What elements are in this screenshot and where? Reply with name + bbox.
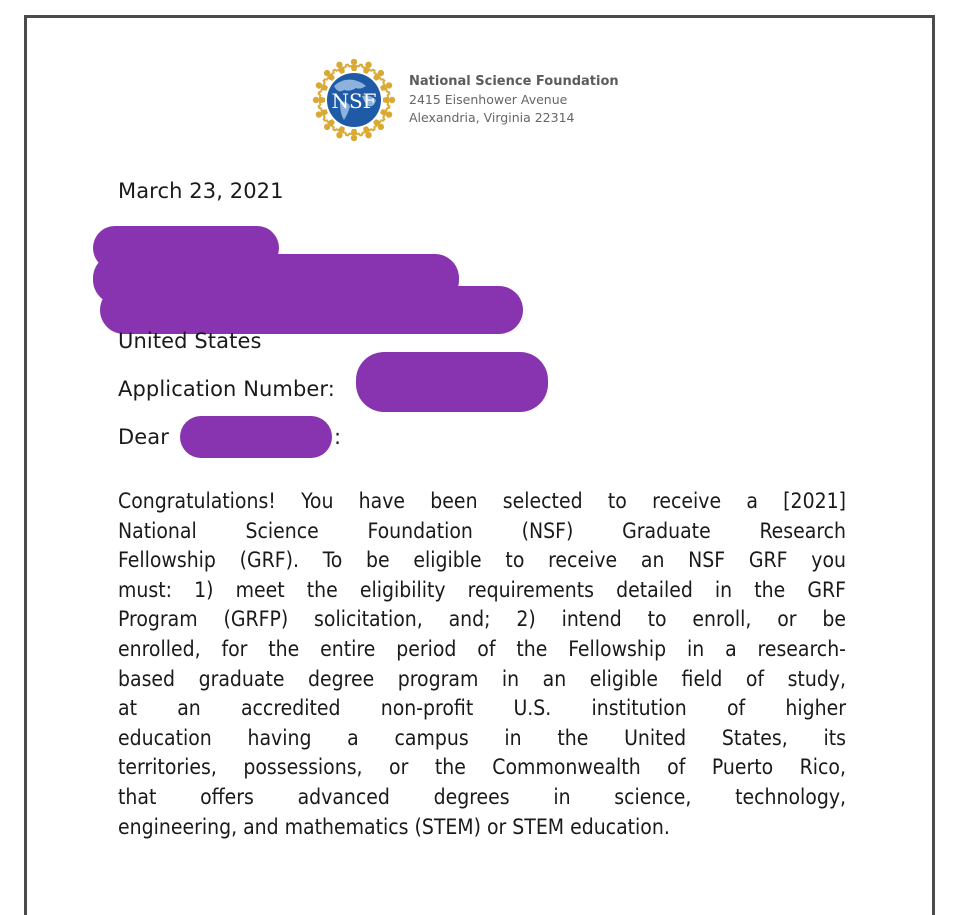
application-number-label: Application Number:	[118, 377, 335, 401]
body-line: at an accredited non-profit U.S. institution of higher	[118, 696, 846, 721]
recipient-country: United States	[118, 329, 262, 353]
redacted-recipient-name	[180, 416, 332, 458]
body-line: based graduate degree program in an eligible field of study,	[118, 666, 846, 691]
address-line-1: 2415 Eisenhower Avenue	[409, 92, 568, 107]
body-line: National Science Foundation (NSF) Graduate Research	[118, 518, 846, 543]
letterhead	[310, 56, 619, 144]
org-name: National Science Foundation	[409, 74, 619, 89]
svg-text:NSF: NSF	[331, 89, 377, 113]
body-line: education having a campus in the United States, its	[118, 725, 846, 750]
body-line: Congratulations! You have been selected to receive a [2021]	[118, 489, 846, 513]
salutation-colon: :	[334, 425, 342, 449]
letter-date: March 23, 2021	[118, 179, 284, 203]
salutation	[118, 425, 169, 449]
org-address-block	[409, 73, 619, 127]
body-line: must: 1) meet the eligibility requirements detailed in the GRF	[118, 577, 846, 602]
body-line: Program (GRFP) solicitation, and; 2) intend to enroll, or be	[118, 607, 846, 632]
address-line-2: Alexandria, Virginia 22314	[409, 110, 575, 125]
body-line: enrolled, for the entire period of the Fellowship in a research-	[118, 636, 846, 661]
letter-body-paragraph	[118, 487, 846, 842]
body-line: territories, possessions, or the Commonwealth of Puerto Rico,	[118, 755, 846, 780]
body-line: engineering, and mathematics (STEM) or STEM education.	[118, 814, 670, 839]
salutation-prefix: Dear	[118, 425, 169, 449]
redacted-application-number	[356, 352, 548, 412]
nsf-seal-icon	[310, 56, 398, 144]
body-line: that offers advanced degrees in science, technology,	[118, 784, 846, 809]
body-line: Fellowship (GRF). To be eligible to receive an NSF GRF you	[118, 548, 846, 573]
